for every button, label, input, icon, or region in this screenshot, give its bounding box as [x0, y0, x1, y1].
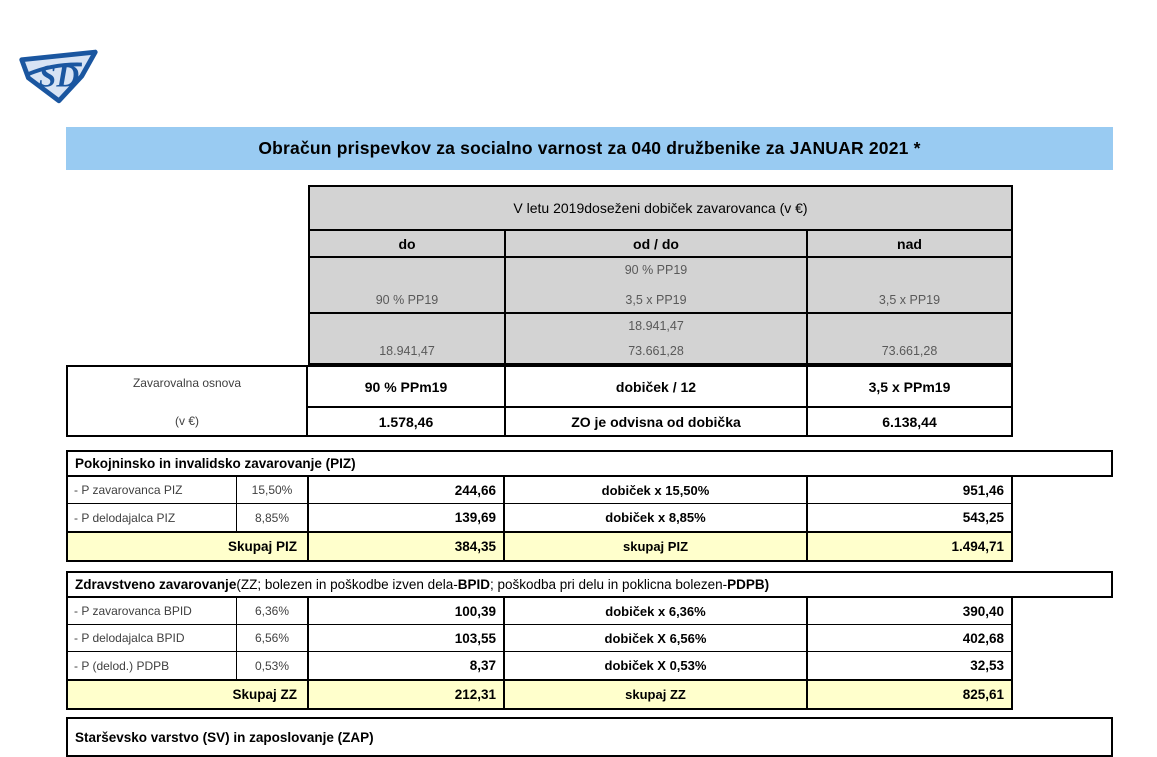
value-do2: 73.661,28	[628, 344, 684, 358]
profit-table-header	[310, 187, 1011, 231]
value-do: 18.941,47	[310, 314, 506, 363]
piz-total-row	[68, 531, 1011, 560]
formula-do: 90 % PP19	[310, 258, 506, 312]
piz-row2-formula: dobiček x 8,85%	[505, 504, 808, 531]
piz-row1-value: 244,66	[309, 477, 505, 503]
base-formula-od-do: dobiček / 12	[506, 367, 808, 408]
insurance-base-label-line2: (v €)	[175, 414, 199, 428]
zz-row2-value: 103,55	[309, 625, 505, 651]
zz-row2-rate: 6,56%	[237, 625, 309, 651]
piz-row1-label: - P zavarovanca PIZ	[68, 477, 237, 503]
piz-total-value: 384,35	[309, 533, 505, 560]
zz-table	[66, 598, 1013, 710]
zz-row3-formula: dobiček X 0,53%	[505, 652, 808, 679]
piz-row1-max: 951,46	[962, 482, 1004, 498]
table-row	[68, 477, 1011, 504]
piz-row1-formula: dobiček x 15,50%	[505, 477, 808, 503]
table-row	[68, 504, 1011, 531]
formula-od: 90 % PP19	[624, 263, 688, 277]
zz-total-value: 212,31	[309, 681, 505, 708]
piz-total-max: 1.494,71	[951, 539, 1004, 554]
profit-reference-table	[308, 185, 1013, 365]
text-segment: V letu 20	[513, 200, 569, 216]
document-title	[66, 127, 1113, 170]
zz-total-label: Skupaj ZZ	[68, 681, 309, 708]
base-formula-do: 90 % PPm19	[308, 367, 506, 408]
zz-row2-label: - P delodajalca BPID	[68, 625, 237, 651]
text-segment: 19	[568, 200, 585, 216]
insurance-base-label-line1: Zavarovalna osnova	[132, 376, 242, 390]
zz-row3-max: 32,53	[970, 658, 1004, 673]
text-segment: BPID	[457, 577, 490, 592]
sv-section-title: Starševsko varstvo (SV) in zaposlovanje (ZAP)	[75, 729, 374, 745]
table-row	[68, 625, 1011, 652]
text-segment: doseženi dobiček zavarovanca (v €)	[584, 200, 808, 216]
text-segment: ; poškodba pri delu in poklicna bolezen-	[489, 577, 728, 592]
formula-do2: 3,5 x PP19	[625, 293, 687, 307]
text-segment: Zdravstveno zavarovanje	[75, 577, 237, 592]
col-header-do: do	[310, 231, 506, 256]
piz-row2-rate: 8,85%	[237, 504, 309, 531]
logo-letters: SD	[38, 58, 80, 94]
piz-row1-rate: 15,50%	[237, 477, 309, 503]
base-formula-nad: 3,5 x PPm19	[808, 367, 1011, 408]
value-nad: 73.661,28	[881, 344, 938, 358]
sd-logo-icon	[15, 44, 101, 106]
piz-total-formula: skupaj PIZ	[505, 533, 808, 560]
insurance-base-label	[68, 367, 308, 435]
base-value-nad: 6.138,44	[882, 413, 937, 430]
base-value-do: 1.578,46	[308, 408, 506, 435]
insurance-base-table	[66, 365, 1013, 437]
zz-total-formula: skupaj ZZ	[505, 681, 808, 708]
zz-total-max: 825,61	[962, 687, 1004, 702]
zz-row3-rate: 0,53%	[237, 652, 309, 679]
zz-row1-label: - P zavarovanca BPID	[68, 598, 237, 624]
zz-row1-formula: dobiček x 6,36%	[505, 598, 808, 624]
document-title-text: Obračun prispevkov za socialno varnost za 040 družbenike za JANUAR 2021 *	[258, 138, 921, 158]
zz-row1-value: 100,39	[309, 598, 505, 624]
table-row	[68, 652, 1011, 679]
piz-section-title: Pokojninsko in invalidsko zavarovanje (PIZ)	[75, 456, 356, 471]
zz-total-row	[68, 679, 1011, 708]
zz-row2-max: 402,68	[962, 630, 1004, 646]
piz-row2-value: 139,69	[309, 504, 505, 531]
profit-formula-row	[310, 258, 1011, 314]
zz-row1-rate: 6,36%	[237, 598, 309, 624]
zz-section-header	[66, 571, 1113, 598]
text-segment: PDPB)	[727, 577, 770, 592]
profit-value-row	[310, 314, 1011, 363]
col-header-nad: nad	[897, 235, 922, 252]
value-od: 18.941,47	[628, 319, 684, 333]
piz-total-label: Skupaj PIZ	[68, 533, 309, 560]
text-segment: (ZZ; bolezen in poškodbe izven dela-	[236, 577, 458, 592]
sv-section-header	[66, 717, 1113, 757]
formula-od-do	[506, 258, 808, 312]
col-header-od-do: od / do	[506, 231, 808, 256]
base-value-od-do: ZO je odvisna od dobička	[506, 408, 808, 435]
value-od-do	[506, 314, 808, 363]
zz-row2-formula: dobiček X 6,56%	[505, 625, 808, 651]
table-row	[68, 598, 1011, 625]
piz-row2-label: - P delodajalca PIZ	[68, 504, 237, 531]
piz-table	[66, 477, 1013, 562]
zz-row3-value: 8,37	[309, 652, 505, 679]
formula-nad: 3,5 x PP19	[878, 293, 941, 307]
zz-row1-max: 390,40	[962, 603, 1004, 619]
piz-row2-max: 543,25	[962, 510, 1004, 525]
piz-section-header	[66, 450, 1113, 477]
profit-table-column-headers	[310, 231, 1011, 258]
zz-row3-label: - P (delod.) PDPB	[68, 652, 237, 679]
